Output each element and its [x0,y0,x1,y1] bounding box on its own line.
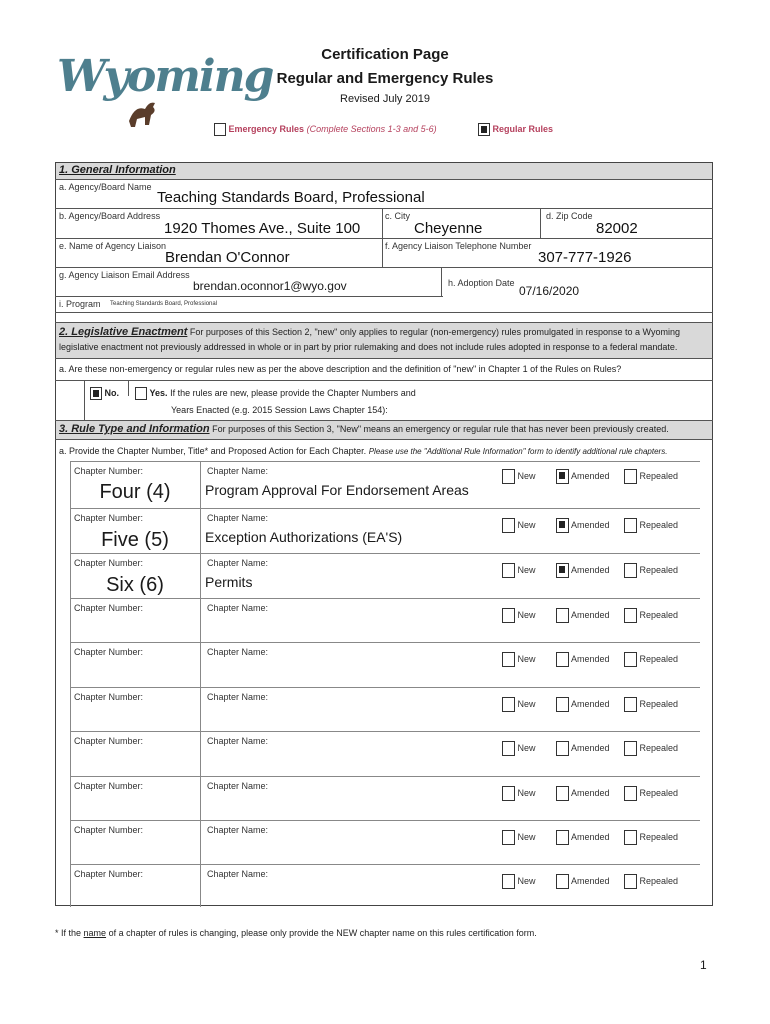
new-checkbox[interactable] [502,830,515,845]
new-rules-yes-option[interactable]: Yes. If the rules are new, please provide the Chapter Numbers and [135,387,416,400]
repealed-option[interactable]: Repealed [624,652,678,667]
amended-option[interactable]: Amended [556,697,610,712]
chapter-number-field[interactable]: Four (4) [99,481,171,503]
chapter-row [70,864,700,907]
repealed-checkbox[interactable] [624,608,637,623]
new-rules-no-option[interactable]: No. [90,387,119,400]
new-checkbox[interactable] [502,469,515,484]
amended-checkbox[interactable] [556,563,569,578]
repealed-option[interactable]: Repealed [624,518,678,533]
new-checkbox[interactable] [502,874,515,889]
new-option[interactable]: New [502,741,536,756]
amended-option[interactable]: Amended [556,741,610,756]
repealed-checkbox[interactable] [624,697,637,712]
chapter-row [70,776,700,821]
amended-option[interactable]: Amended [556,469,610,484]
new-option[interactable]: New [502,786,536,801]
chapter-row [70,508,700,553]
liaison-name-label: e. Name of Agency Liaison [59,241,167,251]
amended-checkbox[interactable] [556,830,569,845]
chapter-number-label: Chapter Number: [74,466,144,476]
section3-heading: 3. Rule Type and Information [59,423,210,435]
chapter-row [70,731,700,776]
agency-address-field[interactable]: 1920 Thomes Ave., Suite 100 [164,220,361,237]
amended-option[interactable]: Amended [556,830,610,845]
agency-name-field[interactable]: Teaching Standards Board, Professional [157,189,425,206]
chapter-name-label: Chapter Name: [207,825,269,835]
repealed-option[interactable]: Repealed [624,874,678,889]
repealed-checkbox[interactable] [624,741,637,756]
new-option[interactable]: New [502,469,536,484]
emergency-rules-note: (Complete Sections 1-3 and 5-6) [306,123,437,134]
logo-wordmark: Wyoming [57,51,273,102]
chapter-name-label: Chapter Name: [207,603,269,613]
amended-option[interactable]: Amended [556,874,610,889]
repealed-checkbox[interactable] [624,652,637,667]
chapter-number-label: Chapter Number: [74,558,144,568]
section1-heading: 1. General Information [59,164,176,176]
chapter-number-label: Chapter Number: [74,781,144,791]
chapter-row [70,820,700,865]
agency-name-label: a. Agency/Board Name [59,182,152,192]
emergency-rules-option[interactable] [214,123,437,136]
new-option[interactable]: New [502,563,536,578]
page-subtitle: Regular and Emergency Rules [276,70,494,87]
repealed-option[interactable]: Repealed [624,608,678,623]
amended-checkbox[interactable] [556,608,569,623]
program-label: i. Program [59,299,101,309]
chapter-name-label: Chapter Name: [207,647,269,657]
section2-question: a. Are these non-emergency or regular rules new as per the above description and the definition of "new" in Chapter 1 of the Rules on Rules? [59,364,622,374]
chapter-number-label: Chapter Number: [74,647,144,657]
chapter-name-label: Chapter Name: [207,869,269,879]
new-rules-yes-text2: Years Enacted (e.g. 2015 Session Laws Chapter 154): [171,405,388,415]
chapter-name-label: Chapter Name: [207,781,269,791]
new-checkbox[interactable] [502,518,515,533]
amended-option[interactable]: Amended [556,786,610,801]
program-field[interactable]: Teaching Standards Board, Professional [110,301,218,307]
new-checkbox[interactable] [502,608,515,623]
section3-instruction: a. Provide the Chapter Number, Title* and Proposed Action for Each Chapter. Please use the "Additional Rule Information" form to identify additional rule chapters. [59,446,668,456]
chapter-row [70,461,700,508]
chapter-name-field[interactable]: Permits [205,574,253,590]
new-option[interactable]: New [502,652,536,667]
chapter-number-label: Chapter Number: [74,736,144,746]
page-title: Certification Page [321,46,449,63]
repealed-option[interactable]: Repealed [624,741,678,756]
chapter-name-field[interactable]: Program Approval For Endorsement Areas [205,482,469,498]
emergency-rules-checkbox[interactable] [214,123,226,136]
amended-option[interactable]: Amended [556,608,610,623]
new-rules-yes-checkbox[interactable] [135,387,147,400]
chapter-row [70,553,700,598]
chapter-name-label: Chapter Name: [207,692,269,702]
chapter-row [70,687,700,732]
new-option[interactable]: New [502,518,536,533]
repealed-checkbox[interactable] [624,830,637,845]
new-checkbox[interactable] [502,786,515,801]
chapter-name-field[interactable]: Exception Authorizations (EA'S) [205,529,403,545]
section3-description: 3. Rule Type and Information For purposes of this Section 3, "New" means an emergency or regular rule that has never been previously created. [59,423,669,435]
new-checkbox[interactable] [502,741,515,756]
adoption-date-label: h. Adoption Date [448,278,515,288]
amended-checkbox[interactable] [556,741,569,756]
amended-checkbox[interactable] [556,652,569,667]
chapter-row [70,598,700,643]
new-rules-no-checkbox[interactable] [90,387,102,400]
chapter-number-field[interactable]: Five (5) [101,529,169,551]
amended-checkbox[interactable] [556,786,569,801]
repealed-option[interactable]: Repealed [624,563,678,578]
chapter-number-field[interactable]: Six (6) [106,574,164,596]
zip-label: d. Zip Code [546,211,593,221]
chapter-number-label: Chapter Number: [74,603,144,613]
amended-checkbox[interactable] [556,469,569,484]
new-option[interactable]: New [502,874,536,889]
chapter-name-label: Chapter Name: [207,558,269,568]
chapter-number-label: Chapter Number: [74,825,144,835]
regular-rules-label: Regular Rules [492,123,554,134]
repealed-option[interactable]: Repealed [624,697,678,712]
new-checkbox[interactable] [502,697,515,712]
city-label: c. City [385,211,411,221]
zip-field[interactable]: 82002 [596,220,638,237]
regular-rules-option[interactable] [478,123,553,136]
liaison-phone-label: f. Agency Liaison Telephone Number [385,241,532,251]
agency-address-label: b. Agency/Board Address [59,211,161,221]
repealed-option[interactable]: Repealed [624,469,678,484]
chapter-number-label: Chapter Number: [74,692,144,702]
chapter-name-label: Chapter Name: [207,736,269,746]
page-number: 1 [700,958,707,972]
chapter-number-label: Chapter Number: [74,869,144,879]
liaison-email-field[interactable]: brendan.oconnor1@wyo.gov [193,279,347,293]
adoption-date-field[interactable]: 07/16/2020 [519,284,580,298]
repealed-option[interactable]: Repealed [624,830,678,845]
amended-checkbox[interactable] [556,697,569,712]
new-checkbox[interactable] [502,563,515,578]
chapter-number-label: Chapter Number: [74,513,144,523]
amended-option[interactable]: Amended [556,563,610,578]
section2-heading: 2. Legislative Enactment [59,326,188,338]
repealed-option[interactable]: Repealed [624,786,678,801]
repealed-checkbox[interactable] [624,469,637,484]
new-option[interactable]: New [502,608,536,623]
bucking-horse-icon [123,93,163,133]
amended-option[interactable]: Amended [556,652,610,667]
amended-option[interactable]: Amended [556,518,610,533]
amended-checkbox[interactable] [556,518,569,533]
city-field[interactable]: Cheyenne [414,220,483,237]
liaison-phone-field[interactable]: 307-777-1926 [538,249,632,266]
new-checkbox[interactable] [502,652,515,667]
section2-description: 2. Legislative Enactment For purposes of this Section 2, "new" only applies to regular (non-emergency) rules promulgated in response to a Wyoming legislative enactment not previously addressed in whole or in part by prior rulemaking and does not include rules adopted in response to a federal mandate. [59,326,680,352]
repealed-checkbox[interactable] [624,563,637,578]
footnote: * If the name of a chapter of rules is changing, please only provide the NEW chapter name on this rules certification form. [55,928,537,938]
new-option[interactable]: New [502,830,536,845]
repealed-checkbox[interactable] [624,874,637,889]
repealed-checkbox[interactable] [624,786,637,801]
chapter-row [70,642,700,687]
repealed-checkbox[interactable] [624,518,637,533]
emergency-rules-label: Emergency Rules [228,123,305,134]
new-option[interactable]: New [502,697,536,712]
amended-checkbox[interactable] [556,874,569,889]
regular-rules-checkbox[interactable] [478,123,490,136]
chapter-name-label: Chapter Name: [207,466,269,476]
liaison-name-field[interactable]: Brendan O'Connor [165,249,290,266]
liaison-email-label: g. Agency Liaison Email Address [59,270,190,280]
chapter-name-label: Chapter Name: [207,513,269,523]
revised-date: Revised July 2019 [340,93,430,105]
